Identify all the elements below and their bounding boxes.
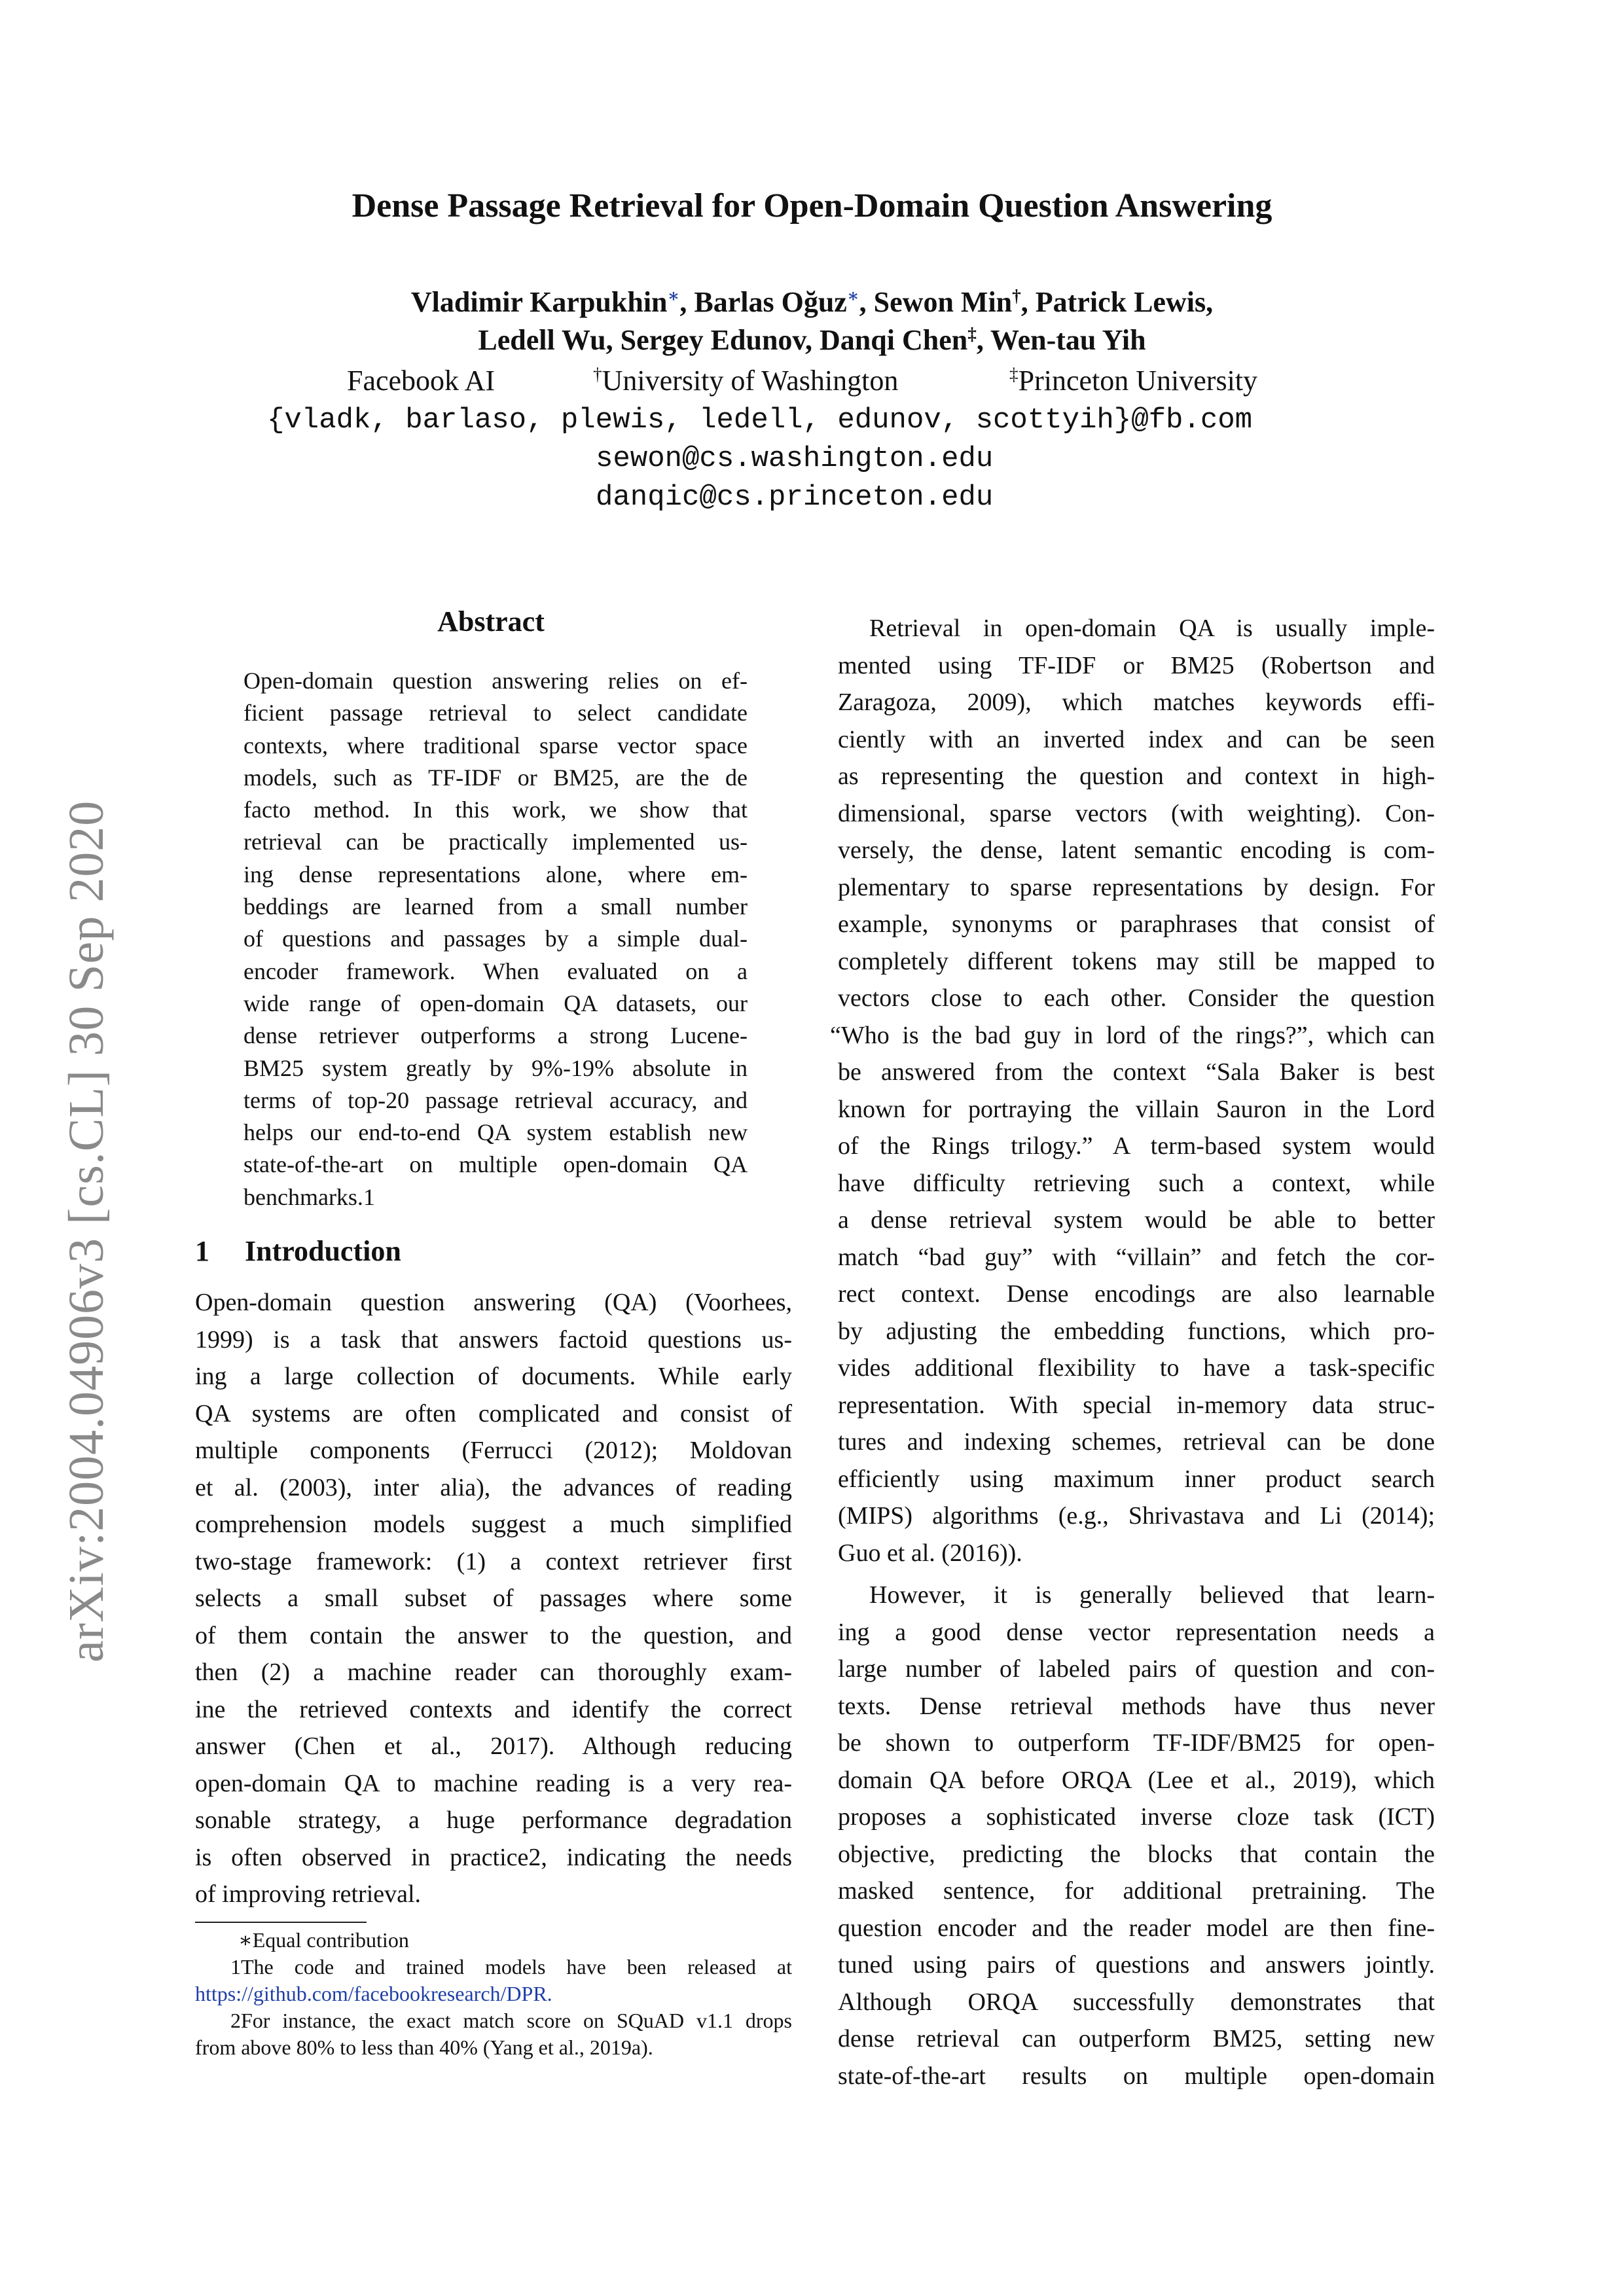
- affiliation-princeton: [1009, 362, 1257, 400]
- body-line: be shown to outperform TF-IDF/BM25 for open-: [838, 1729, 1435, 1757]
- affiliation-uw: [593, 362, 898, 400]
- body-line: vides additional flexibility to have a task-specific: [838, 1354, 1435, 1382]
- author-name: Vladimir Karpukhin: [410, 286, 668, 318]
- body-line: Zaragoza, 2009), which matches keywords effi-: [838, 689, 1435, 716]
- body-line: large number of labeled pairs of question and con-: [838, 1655, 1435, 1683]
- abstract-line: models, such as TF-IDF or BM25, are the de: [244, 764, 748, 791]
- intro-line: 1999) is a task that answers factoid questions us-: [195, 1325, 792, 1354]
- body-line: domain QA before ORQA (Lee et al., 2019), which: [838, 1766, 1435, 1794]
- abstract-body: [244, 665, 748, 1213]
- intro-line: two-stage framework: (1) a context retriever first: [195, 1547, 792, 1575]
- abstract-line: benchmarks.1: [244, 1183, 375, 1210]
- email-line-uw: sewon@cs.washington.edu: [596, 442, 994, 475]
- author-name: Sewon Min: [873, 286, 1013, 318]
- abstract-line: ficient passage retrieval to select candidate: [244, 700, 748, 726]
- body-line: mented using TF-IDF or BM25 (Robertson and: [838, 651, 1435, 679]
- abstract-line: helps our end-to-end QA system establish new: [244, 1119, 748, 1146]
- body-line: dimensional, sparse vectors (with weighting). Con-: [838, 799, 1435, 827]
- footnote-line: 2For instance, the exact match score on SQuAD v1.1 drops: [230, 2009, 792, 2032]
- body-line: vectors close to each other. Consider the question: [838, 984, 1435, 1012]
- author-name: Barlas Oğuz: [694, 286, 847, 318]
- body-line: dense retrieval can outperform BM25, setting new: [838, 2025, 1435, 2053]
- abstract-line: of questions and passages by a simple dual-: [244, 925, 748, 952]
- abstract-line: encoder framework. When evaluated on a: [244, 958, 748, 984]
- section-number: 1: [195, 1235, 209, 1267]
- body-line: by adjusting the embedding functions, which pro-: [838, 1317, 1435, 1345]
- intro-line: sonable strategy, a huge performance degradation: [195, 1806, 792, 1834]
- body-line: question encoder and the reader model are then fine-: [838, 1914, 1435, 1942]
- abstract-line: ing dense representations alone, where em-: [244, 861, 748, 888]
- body-line: efficiently using maximum inner product search: [838, 1465, 1435, 1493]
- affiliation-name: University of Washington: [602, 365, 899, 397]
- footnote-link[interactable]: https://github.com/facebookresearch/DPR.: [195, 1982, 552, 2005]
- body-line: ciently with an inverted index and can be seen: [838, 725, 1435, 753]
- author-mark: ∗: [846, 286, 859, 306]
- footnotes: [195, 1927, 792, 2061]
- footnote-line: from above 80% to less than 40% (Yang et al., 2019a).: [195, 2036, 653, 2059]
- intro-line: of improving retrieval.: [195, 1880, 422, 1908]
- body-line: have difficulty retrieving such a context, while: [838, 1169, 1435, 1197]
- intro-line: et al. (2003), inter alia), the advances of reading: [195, 1473, 792, 1501]
- author-name: Sergey Edunov: [620, 324, 805, 356]
- intro-line: ine the retrieved contexts and identify the correct: [195, 1695, 792, 1723]
- intro-line: comprehension models suggest a much simplified: [195, 1511, 792, 1538]
- author-list: [0, 283, 1624, 359]
- abstract-line: Open-domain question answering relies on ef-: [244, 668, 748, 694]
- body-line: versely, the dense, latent semantic encoding is com-: [838, 836, 1435, 864]
- intro-line: open-domain QA to machine reading is a very rea-: [195, 1769, 792, 1797]
- author-mark: ‡: [967, 324, 977, 344]
- body-line: example, synonyms or paraphrases that consist of: [838, 910, 1435, 938]
- author-mark: †: [1012, 286, 1021, 306]
- abstract-line: wide range of open-domain QA datasets, our: [244, 990, 748, 1016]
- body-line: masked sentence, for additional pretraining. The: [838, 1877, 1435, 1905]
- intro-line: is often observed in practice2, indicating the needs: [195, 1843, 792, 1871]
- body-line: objective, predicting the blocks that contain the: [838, 1840, 1435, 1868]
- body-line: of the Rings trilogy.” A term-based system would: [838, 1132, 1435, 1160]
- body-line: be answered from the context “Sala Baker is best: [838, 1058, 1435, 1086]
- intro-line: multiple components (Ferrucci (2012); Moldovan: [195, 1437, 792, 1464]
- author-name: Wen-tau Yih: [990, 324, 1146, 356]
- paper-title: Dense Passage Retrieval for Open-Domain Question Answering: [352, 187, 1272, 224]
- body-line: texts. Dense retrieval methods have thus never: [838, 1692, 1435, 1720]
- section-heading-introduction: [195, 1234, 401, 1268]
- author-name: Patrick Lewis: [1035, 286, 1206, 318]
- intro-line: ing a large collection of documents. While early: [195, 1363, 792, 1390]
- arxiv-identifier: arXiv:2004.04906v3 [cs.CL] 30 Sep 2020: [59, 800, 114, 1662]
- intro-line: selects a small subset of passages where some: [195, 1585, 792, 1612]
- intro-line: answer (Chen et al., 2017). Although reducing: [195, 1732, 792, 1760]
- body-line: plementary to sparse representations by design. For: [838, 873, 1435, 901]
- body-line: rect context. Dense encodings are also learnable: [838, 1280, 1435, 1308]
- body-line: match “bad guy” with “villain” and fetch the cor-: [838, 1243, 1435, 1271]
- intro-body: [195, 1284, 792, 1913]
- right-column-body: [830, 610, 1435, 2094]
- section-title: Introduction: [245, 1235, 401, 1267]
- footnote-rule: [195, 1922, 367, 1923]
- affiliation-mark: †: [593, 365, 602, 384]
- abstract-heading: Abstract: [437, 605, 545, 637]
- abstract-line: facto method. In this work, we show that: [244, 797, 748, 823]
- email-line-fb: {vladk, barlaso, plewis, ledell, edunov, scottyih}@fb.com: [267, 404, 1253, 437]
- body-line: “Who is the bad guy in lord of the rings?”, which can: [830, 1021, 1435, 1049]
- affiliation-name: Facebook AI: [347, 365, 496, 397]
- body-line: ing a good dense vector representation needs a: [838, 1618, 1435, 1646]
- intro-line: QA systems are often complicated and consist of: [195, 1399, 792, 1427]
- intro-line: Open-domain question answering (QA) (Voorhees,: [195, 1289, 792, 1316]
- abstract-line: retrieval can be practically implemented us-: [244, 829, 748, 855]
- email-line-princeton: danqic@cs.princeton.edu: [596, 481, 994, 514]
- affiliation-mark: ‡: [1009, 365, 1019, 384]
- body-line: However, it is generally believed that learn-: [869, 1581, 1435, 1609]
- body-line: Retrieval in open-domain QA is usually imple-: [869, 615, 1435, 642]
- abstract-line: beddings are learned from a small number: [244, 893, 748, 920]
- abstract-line: BM25 system greatly by 9%-19% absolute in: [244, 1054, 748, 1081]
- author-line-1: Vladimir Karpukhin∗, Barlas Oğuz∗, Sewon Min†, Patrick Lewis,: [410, 286, 1214, 318]
- abstract-line: state-of-the-art on multiple open-domain QA: [244, 1151, 748, 1178]
- body-line: Guo et al. (2016)).: [838, 1539, 1022, 1567]
- body-line: tuned using pairs of questions and answers jointly.: [838, 1951, 1435, 1979]
- affiliation-name: Princeton University: [1018, 365, 1258, 397]
- body-line: tures and indexing schemes, retrieval can be done: [838, 1428, 1435, 1456]
- abstract-line: dense retriever outperforms a strong Lucene-: [244, 1022, 748, 1049]
- intro-line: then (2) a machine reader can thoroughly exam-: [195, 1659, 792, 1686]
- footnote-line: ∗Equal contribution: [238, 1928, 409, 1952]
- body-line: proposes a sophisticated inverse cloze task (ICT): [838, 1803, 1435, 1831]
- body-line: completely different tokens may still be mapped to: [838, 947, 1435, 975]
- author-line-2: Ledell Wu, Sergey Edunov, Danqi Chen‡, Wen-tau Yih: [478, 324, 1146, 356]
- body-line: (MIPS) algorithms (e.g., Shrivastava and Li (2014);: [838, 1502, 1435, 1530]
- body-line: representation. With special in-memory data struc-: [838, 1391, 1435, 1419]
- abstract-line: contexts, where traditional sparse vector space: [244, 732, 748, 759]
- author-name: Danqi Chen: [820, 324, 968, 356]
- body-line: known for portraying the villain Sauron in the Lord: [838, 1095, 1435, 1123]
- affiliation-facebook: [347, 362, 495, 400]
- footnote-line: 1The code and trained models have been released at: [230, 1955, 792, 1979]
- author-mark: ∗: [667, 286, 680, 306]
- body-line: a dense retrieval system would be able to better: [838, 1206, 1435, 1234]
- abstract-line: terms of top-20 passage retrieval accuracy, and: [244, 1086, 748, 1113]
- body-line: Although ORQA successfully demonstrates that: [838, 1988, 1435, 2016]
- body-line: as representing the question and context in high-: [838, 762, 1435, 790]
- body-line: state-of-the-art results on multiple open-domain: [838, 2062, 1435, 2090]
- author-name: Ledell Wu: [478, 324, 606, 356]
- intro-line: of them contain the answer to the question, and: [195, 1621, 792, 1649]
